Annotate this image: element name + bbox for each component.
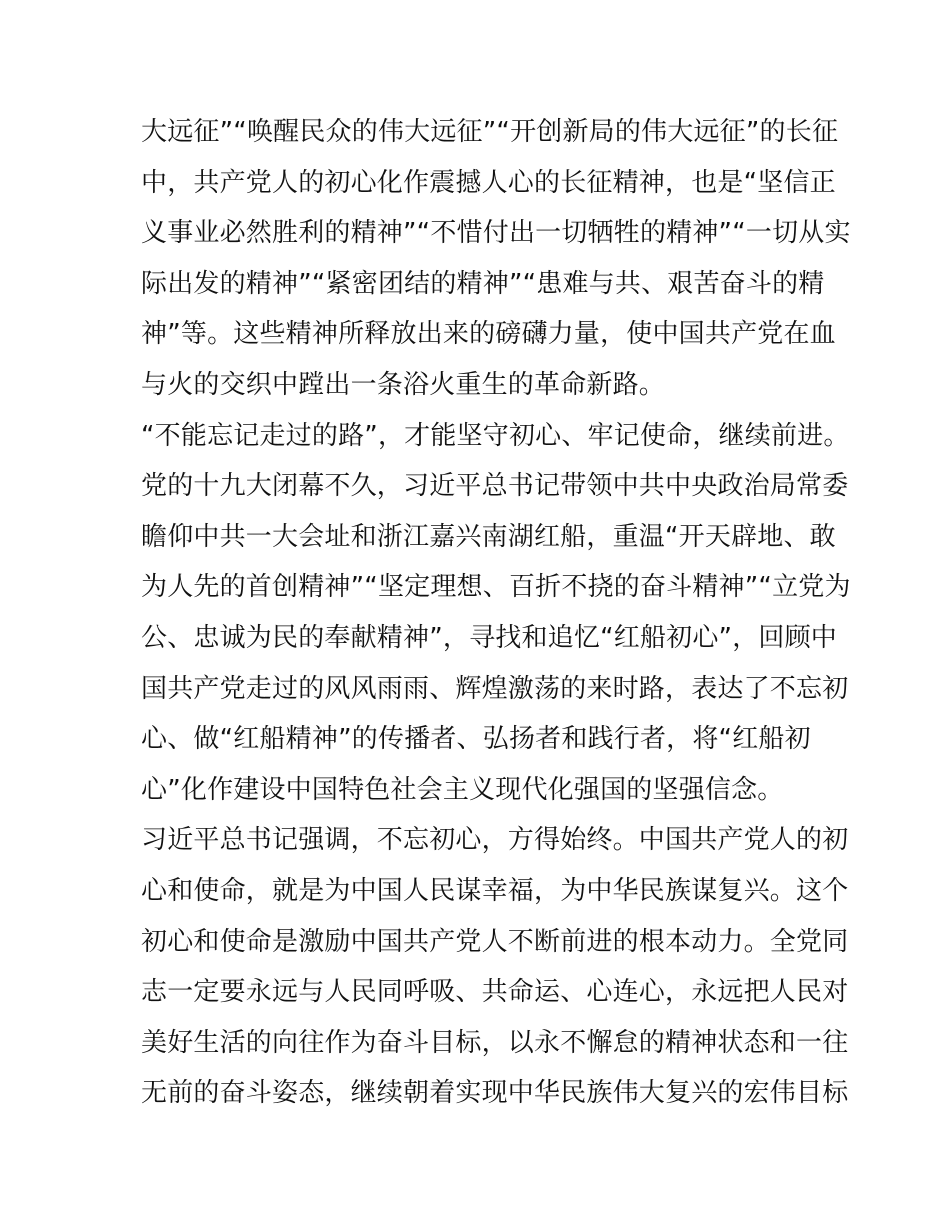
text-line: 国共产党走过的风风雨雨、辉煌激荡的来时路，表达了不忘初 (141, 673, 849, 704)
text-line: 义事业必然胜利的精神”“不惜付出一切牺牲的精神”“一切从实 (141, 218, 851, 249)
text-line: 初心和使命是激励中国共产党人不断前进的根本动力。全党同 (141, 926, 849, 957)
text-line: 瞻仰中共一大会址和浙江嘉兴南湖红船，重温“开天辟地、敢 (141, 521, 836, 552)
text-line: 心、做“红船精神”的传播者、弘扬者和践行者，将“红船初 (141, 724, 811, 755)
text-line: 志一定要永远与人民同呼吸、共命运、心连心，永远把人民对 (141, 977, 849, 1008)
text-line: 中，共产党人的初心化作震撼人心的长征精神，也是“坚信正 (141, 167, 836, 198)
body-text (141, 107, 851, 1119)
text-line: 与火的交织中蹚出一条浴火重生的革命新路。 (141, 369, 666, 400)
text-line: 心”化作建设中国特色社会主义现代化强国的坚强信念。 (141, 774, 784, 805)
text-line: 公、忠诚为民的奉献精神”，寻找和追忆“红船初心”，回顾中 (141, 622, 838, 653)
text-line: 习近平总书记强调，不忘初心，方得始终。中国共产党人的初 (141, 825, 849, 856)
text-line: 为人先的首创精神”“坚定理想、百折不挠的奋斗精神”“立党为 (141, 572, 851, 603)
text-line: 际出发的精神”“紧密团结的精神”“患难与共、艰苦奋斗的精 (141, 268, 825, 299)
text-line: 神”等。这些精神所释放出来的磅礴力量，使中国共产党在血 (141, 319, 836, 350)
text-line: 大远征”“唤醒民众的伟大远征”“开创新局的伟大远征”的长征 (141, 117, 839, 147)
text-line: 党的十九大闭幕不久，习近平总书记带领中共中央政治局常委 (141, 471, 849, 502)
text-line: 美好生活的向往作为奋斗目标，以永不懈怠的精神状态和一往 (141, 1027, 849, 1058)
text-line: 心和使命，就是为中国人民谋幸福，为中华民族谋复兴。这个 (141, 875, 849, 906)
text-line: “不能忘记走过的路”，才能坚守初心、牢记使命，继续前进。 (141, 420, 850, 451)
text-line: 无前的奋斗姿态，继续朝着实现中华民族伟大复兴的宏伟目标 (141, 1078, 849, 1109)
